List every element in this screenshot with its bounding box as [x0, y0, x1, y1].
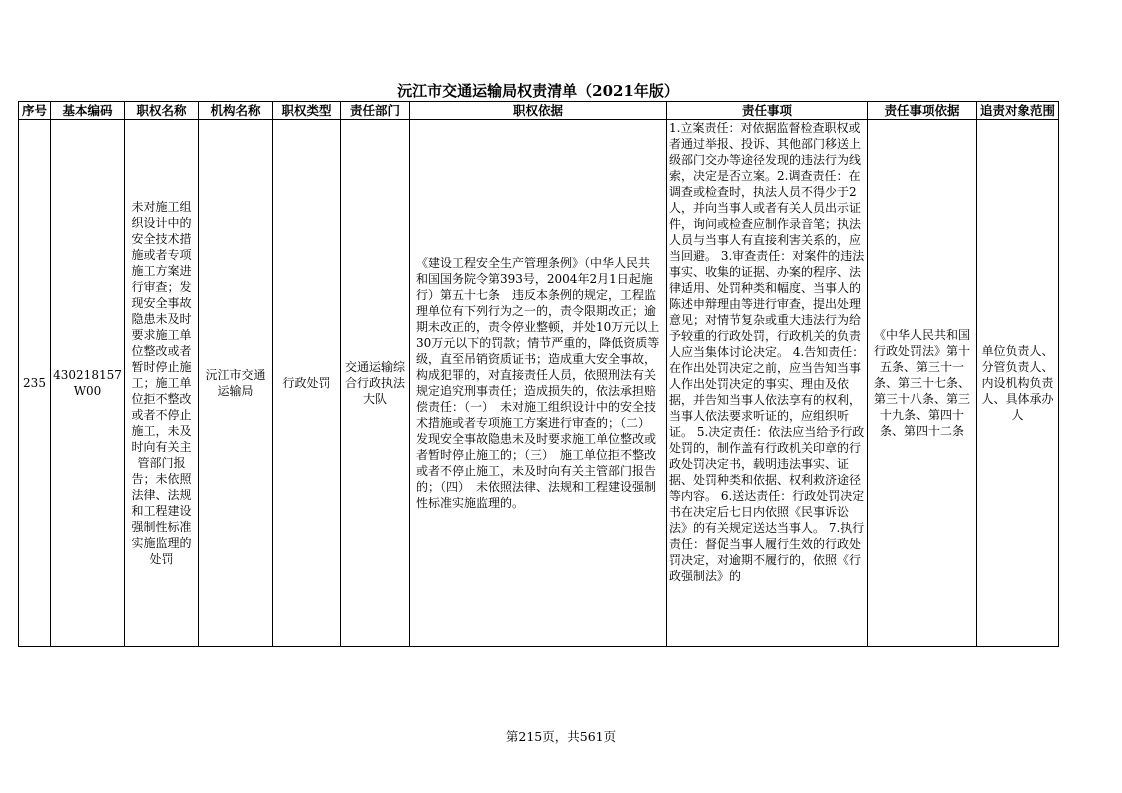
- page-number: 第215页，共561页: [505, 729, 617, 744]
- cell-org-name: 沅江市交通运输局: [199, 120, 273, 647]
- document-title: 沅江市交通运输局权责清单（2021年版）: [397, 82, 679, 100]
- cell-dept: 交通运输综合行政执法大队: [341, 120, 410, 647]
- header-power-name: 职权名称: [125, 102, 199, 120]
- table-row: [19, 120, 1059, 647]
- header-duties: 责任事项: [667, 102, 868, 120]
- header-code: 基本编码: [51, 102, 125, 120]
- table-header-row: [19, 102, 1059, 120]
- cell-index: 235: [19, 120, 51, 647]
- header-dept: 责任部门: [341, 102, 410, 120]
- header-duty-basis: 责任事项依据: [868, 102, 977, 120]
- cell-duty-basis: 《中华人民共和国行政处罚法》第十五条、第三十一条、第三十七条、第三十八条、第三十九条、第四十条、第四十二条: [868, 120, 977, 647]
- cell-duties: 1.立案责任：对依据监督检查职权或者通过举报、投诉、其他部门移送上级部门交办等途径发现的违法行为线索，决定是否立案。2.调查责任：在调查或检查时，执法人员不得少于2人，并向当事人或者有关人员出示证件，询问或检查应制作录音笔；执法人员与当事人有直接利害关系的，应当回避。 3.审查责任：对案件的违法事实、收集的证据、办案的程序、法律适用、处罚种类和幅度、当事人的陈述申辩理由等进行审查，提出处理意见；对情节复杂或重大违法行为给予较重的行政处罚，行政机关的负责人应当集体讨论决定。 4.告知责任：在作出处罚决定之前，应当告知当事人作出处罚决定的事实、理由及依据，并告知当事人依法享有的权利，当事人依法要求听证的，应组织听证。 5.决定责任：依法应当给予行政处罚的，制作盖有行政机关印章的行政处罚决定书，载明违法事实、证据、处罚种类和依据、权利救济途径等内容。 6.送达责任：行政处罚决定书在决定后七日内依照《民事诉讼法》的有关规定送达当事人。 7.执行责任：督促当事人履行生效的行政处罚决定，对逾期不履行的，依照《行政强制法》的: [667, 120, 868, 647]
- basis-text: 《建设工程安全生产管理条例》（中华人民共和国国务院令第393号，2004年2月1日起施行）第五十七条 违反本条例的规定，工程监理单位有下列行为之一的，责令限期改正；逾期未改正的，责令停业整顿，并处10万元以上30万元以下的罚款；情节严重的，降低资质等级，直至吊销资质证书；造成重大安全事故，构成犯罪的，对直接责任人员，依照刑法有关规定追究刑事责任；造成损失的，依法承担赔偿责任：（一） 未对施工组织设计中的安全技术措施或者专项施工方案进行审查的；（二） 发现安全事故隐患未及时要求施工单位整改或者暂时停止施工的；（三） 施工单位拒不整改或者不停止施工，未及时向有关主管部门报告的；（四） 未依照法律、法规和工程建设强制性标准实施监理的。: [416, 256, 660, 510]
- header-power-type: 职权类型: [273, 102, 341, 120]
- power-list-table: [18, 101, 1059, 647]
- header-accountability: 追责对象范围: [977, 102, 1059, 120]
- cell-accountability: 单位负责人、分管负责人、内设机构负责人、具体承办人: [977, 120, 1059, 647]
- cell-power-name: 未对施工组织设计中的安全技术措施或者专项施工方案进行审查；发现安全事故隐患未及时要求施工单位整改或者暂时停止施工；施工单位拒不整改或者不停止施工，未及时向有关主管部门报告；未依照法律、法规和工程建设强制性标准实施监理的处罚: [125, 120, 199, 647]
- cell-code: 430218157W00: [51, 120, 125, 647]
- cell-power-type: 行政处罚: [273, 120, 341, 647]
- header-basis: 职权依据: [410, 102, 667, 120]
- header-org-name: 机构名称: [199, 102, 273, 120]
- header-index: 序号: [19, 102, 51, 120]
- cell-basis: [410, 120, 667, 647]
